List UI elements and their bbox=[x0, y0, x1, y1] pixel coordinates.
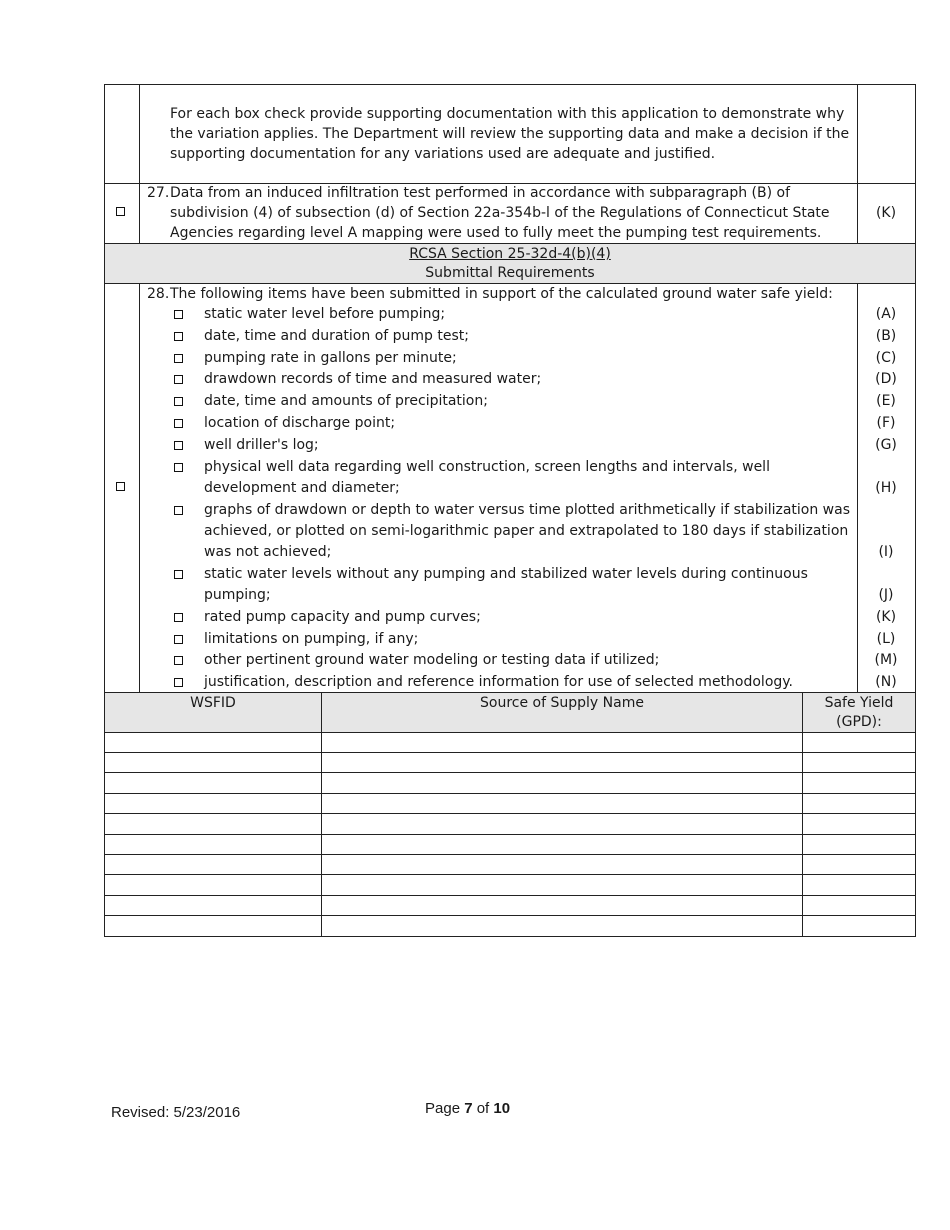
wsfid-cell[interactable] bbox=[105, 896, 321, 915]
column-header-source: Source of Supply Name bbox=[480, 695, 644, 711]
item-28-subitem-text: well driller's log; bbox=[204, 436, 319, 453]
item-28-subitem-checkbox[interactable] bbox=[174, 506, 183, 515]
column-header-safe-yield: Safe Yield bbox=[824, 695, 894, 711]
column-divider bbox=[139, 283, 140, 692]
item-28-subitem-letter: (A) bbox=[875, 306, 897, 322]
item-28-subitem-checkbox[interactable] bbox=[174, 441, 183, 450]
wsfid-cell[interactable] bbox=[105, 733, 321, 752]
safe-yield-cell[interactable] bbox=[803, 835, 915, 854]
item-28-subitem-letter: (C) bbox=[875, 349, 897, 366]
page-of: of bbox=[472, 1100, 494, 1117]
item-27-line: subdivision (4) of subsection (d) of Section 22a-354b-l of the Regulations of Connecticut State bbox=[170, 205, 830, 221]
item-28-subitem-checkbox[interactable] bbox=[174, 656, 183, 665]
safe-yield-cell[interactable] bbox=[803, 733, 915, 752]
safe-yield-cell[interactable] bbox=[803, 794, 915, 813]
safe-yield-cell[interactable] bbox=[803, 896, 915, 915]
source-name-cell[interactable] bbox=[322, 794, 802, 813]
wsfid-cell[interactable] bbox=[105, 753, 321, 772]
item-28-subitem-checkbox[interactable] bbox=[174, 354, 183, 363]
item-28-subitem-checkbox[interactable] bbox=[174, 678, 183, 687]
item-27-line: Data from an induced infiltration test performed in accordance with subparagraph (B) of bbox=[170, 185, 790, 201]
source-name-cell[interactable] bbox=[322, 814, 802, 833]
wsfid-cell[interactable] bbox=[105, 875, 321, 894]
safe-yield-cell[interactable] bbox=[803, 814, 915, 833]
item-28-subitem-text: achieved, or plotted on semi-logarithmic paper and extrapolated to 180 days if stabilization bbox=[204, 522, 849, 539]
source-name-cell[interactable] bbox=[322, 875, 802, 894]
source-name-cell[interactable] bbox=[322, 896, 802, 915]
item-28-subitem-letter: (N) bbox=[875, 674, 897, 691]
item-28-subitem-checkbox[interactable] bbox=[174, 635, 183, 644]
source-name-cell[interactable] bbox=[322, 835, 802, 854]
page-current: 7 bbox=[464, 1100, 473, 1117]
item-27-line: Agencies regarding level A mapping were used to fully meet the pumping test requirements. bbox=[170, 225, 822, 241]
wsfid-cell[interactable] bbox=[105, 835, 321, 854]
item-28-subitem-letter: (B) bbox=[875, 327, 897, 344]
item-28-subitem-checkbox[interactable] bbox=[174, 419, 183, 428]
item-27-letter: (K) bbox=[875, 205, 897, 221]
item-28-intro: The following items have been submitted in support of the calculated ground water safe yield: bbox=[170, 286, 833, 302]
source-name-cell[interactable] bbox=[322, 916, 802, 935]
item-28-subitem-letter: (D) bbox=[875, 371, 897, 388]
source-name-cell[interactable] bbox=[322, 773, 802, 792]
item-28-subitem-text: static water levels without any pumping and stabilized water levels during continuous bbox=[204, 565, 808, 582]
item-28-subitem-checkbox[interactable] bbox=[174, 310, 183, 319]
wsfid-cell[interactable] bbox=[105, 814, 321, 833]
revised-date: Revised: 5/23/2016 bbox=[111, 1104, 241, 1121]
item-28-subitem-letter: (J) bbox=[878, 587, 894, 603]
intro-line: the variation applies. The Department will review the supporting data and make a decision if the bbox=[170, 126, 850, 142]
item-28-subitem-text: pumping rate in gallons per minute; bbox=[204, 349, 457, 366]
item-28-subitem-letter: (I) bbox=[878, 544, 894, 560]
item-28-checkbox[interactable] bbox=[116, 482, 125, 491]
item-28-subitem-letter: (K) bbox=[875, 608, 897, 625]
safe-yield-cell[interactable] bbox=[803, 916, 915, 935]
item-28-subitem-text: date, time and duration of pump test; bbox=[204, 327, 469, 344]
item-28-subitem-letter: (M) bbox=[874, 652, 898, 669]
item-28-subitem-letter: (E) bbox=[876, 393, 896, 410]
item-28-subitem-text: pumping; bbox=[204, 587, 271, 603]
page-total: 10 bbox=[493, 1100, 511, 1117]
safe-yield-cell[interactable] bbox=[803, 773, 915, 792]
intro-line: supporting documentation for any variations used are adequate and justified. bbox=[170, 146, 716, 162]
item-28-subitem-text: rated pump capacity and pump curves; bbox=[204, 608, 481, 625]
item-28-subitem-text: was not achieved; bbox=[204, 544, 332, 560]
column-header-safe-yield-unit: (GPD): bbox=[836, 714, 882, 730]
intro-line: For each box check provide supporting documentation with this application to demonstrate why bbox=[170, 106, 845, 122]
item-28-subitem-letter: (F) bbox=[876, 415, 896, 431]
safe-yield-cell[interactable] bbox=[803, 875, 915, 894]
item-28-subitem-letter: (G) bbox=[875, 436, 897, 453]
item-28-subitem-text: development and diameter; bbox=[204, 479, 400, 496]
wsfid-cell[interactable] bbox=[105, 773, 321, 792]
item-28-subitem-text: other pertinent ground water modeling or testing data if utilized; bbox=[204, 652, 660, 669]
column-divider bbox=[139, 84, 140, 243]
source-name-cell[interactable] bbox=[322, 855, 802, 874]
wsfid-cell[interactable] bbox=[105, 855, 321, 874]
item-28-subitem-letter: (H) bbox=[875, 479, 897, 496]
item-28-subitem-checkbox[interactable] bbox=[174, 375, 183, 384]
item-28-number: 28. bbox=[147, 286, 170, 302]
safe-yield-cell[interactable] bbox=[803, 855, 915, 874]
page-prefix: Page bbox=[425, 1100, 465, 1117]
item-28-subitem-checkbox[interactable] bbox=[174, 463, 183, 472]
section-subtitle: Submittal Requirements bbox=[425, 265, 595, 281]
item-28-subitem-text: drawdown records of time and measured water; bbox=[204, 371, 542, 388]
item-28-subitem-checkbox[interactable] bbox=[174, 613, 183, 622]
source-name-cell[interactable] bbox=[322, 753, 802, 772]
item-28-subitem-text: physical well data regarding well construction, screen lengths and intervals, well bbox=[204, 458, 770, 475]
item-28-subitem-checkbox[interactable] bbox=[174, 570, 183, 579]
section-title: RCSA Section 25-32d-4(b)(4) bbox=[409, 246, 611, 262]
item-27-number: 27. bbox=[147, 185, 170, 201]
item-28-subitem-text: limitations on pumping, if any; bbox=[204, 630, 419, 647]
wsfid-cell[interactable] bbox=[105, 916, 321, 935]
column-header-wsfid: WSFID bbox=[190, 695, 236, 711]
item-28-subitem-text: location of discharge point; bbox=[204, 415, 396, 431]
item-28-subitem-checkbox[interactable] bbox=[174, 332, 183, 341]
item-28-subitem-text: graphs of drawdown or depth to water versus time plotted arithmetically if stabilization was bbox=[204, 501, 851, 518]
wsfid-cell[interactable] bbox=[105, 794, 321, 813]
safe-yield-cell[interactable] bbox=[803, 753, 915, 772]
page-number bbox=[425, 1099, 510, 1119]
item-28-subitem-letter: (L) bbox=[876, 630, 896, 647]
source-name-cell[interactable] bbox=[322, 733, 802, 752]
item-28-subitem-text: date, time and amounts of precipitation; bbox=[204, 393, 488, 410]
item-28-subitem-text: justification, description and reference information for use of selected methodology. bbox=[204, 674, 794, 691]
item-27-checkbox[interactable] bbox=[116, 207, 125, 216]
item-28-subitem-checkbox[interactable] bbox=[174, 397, 183, 406]
item-28-subitem-text: static water level before pumping; bbox=[204, 306, 446, 322]
